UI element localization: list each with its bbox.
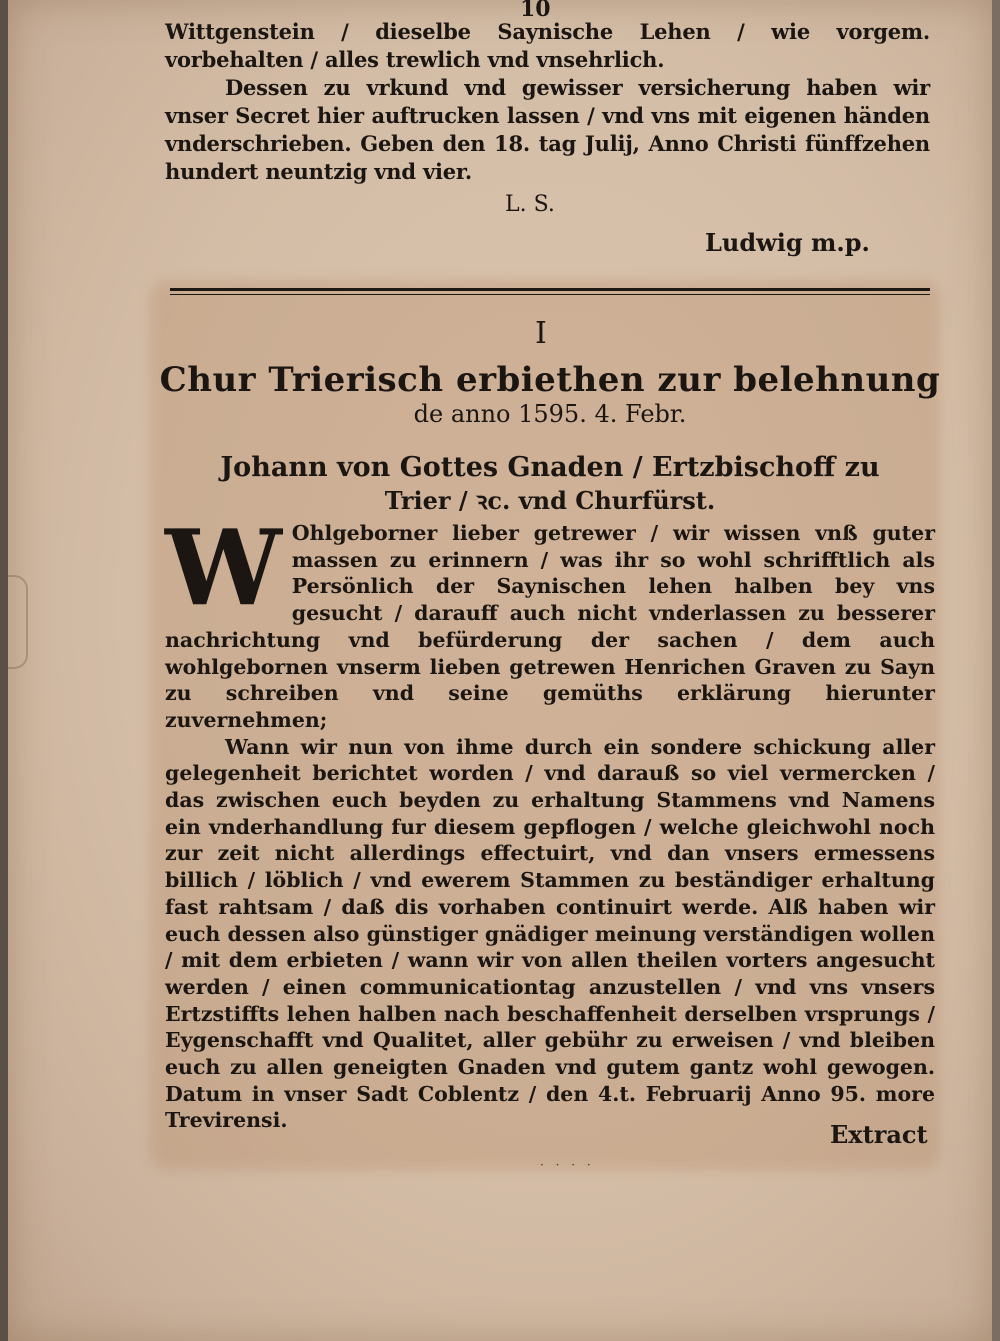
page-fold	[8, 575, 28, 669]
decorated-initial: W	[165, 506, 282, 629]
top-paragraph-line2: Dessen zu vrkund vnd gewisser versicherung haben wir vnser Secret hier auftrucken lassen / vnd vns mit eigenen händen vnderschrieben. Geben den 18. tag Julij, Anno Christi fünffzehen hundert neuntzig vnd vier.	[165, 75, 930, 184]
letter-paragraph-2: Wann wir nun von ihme durch ein sondere schickung aller gelegenheit berichtet worden / vnd darauß so viel vermercken / das zwischen euch beyden zu erhaltung Stammens vnd Namens ein vnderhandlung fur diesem gepflogen / welche gleichwohl noch zur zeit nicht allerdings effectuirt, vnd dan vnsers ermessens billich / löblich / vnd ewerem Stammen zu beständiger erhaltung fast rahtsam / daß dis vorhaben continuirt werde. Alß haben wir euch dessen also günstiger gnädiger meinung verständigen wollen / mit dem erbieten / wann wir von allen theilen vorters angesucht werden / einen communicationtag anzustellen / vnd vns vnsers Ertzstiffts lehen halben nach beschaffenheit derselben vrsprungs / Eygenschafft vnd Qualitet, aller gebühr zu erweisen / vnd bleiben euch zu allen geneigten Gnaden vnd gutem gantz wohl gewogen. Datum in vnser Sadt Coblentz / den 4.t. Februarij Anno 95. more Trevirensi.	[165, 734, 935, 1133]
ornament-dots: · · · ·	[540, 1158, 595, 1172]
catchword: Extract	[830, 1120, 928, 1149]
letter-paragraph-1	[165, 506, 935, 734]
seal-mark: L. S.	[505, 192, 555, 217]
section-number: I	[535, 316, 547, 351]
top-paragraph-line1: Wittgenstein / dieselbe Saynische Lehen / wie vorgem. vorbehalten / alles trewlich vnd vnsehrlich.	[165, 19, 930, 72]
signature: Ludwig m.p.	[705, 228, 870, 257]
letter-body	[165, 506, 935, 1134]
top-paragraph	[165, 18, 930, 186]
section-divider-thin	[170, 294, 930, 295]
section-date: de anno 1595. 4. Febr.	[413, 400, 687, 428]
sender-line: Johann von Gottes Gnaden / Ertzbischoff zu	[220, 452, 880, 483]
letter-paragraph-1-text: Ohlgeborner lieber getrewer / wir wissen vnß guter massen zu erinnern / was ihr so wohl schrifftlich als Persönlich der Saynischen lehen halben bey vns gesucht / darauff auch nicht vnderlassen zu besserer nachrichtung vnd befürderung der sachen / dem auch wohlgebornen vnserm lieben getrewen Henrichen Graven zu Sayn zu schreiben vnd seine gemüths erklärung hierunter zuvernehmen;	[165, 521, 935, 732]
section-title: Chur Trierisch erbiethen zur belehnung	[159, 360, 941, 400]
section-divider	[170, 288, 930, 291]
sender-line-cont: Trier / ꝛc. vnd Churfürst.	[384, 486, 716, 515]
page-number: 10	[520, 0, 551, 22]
